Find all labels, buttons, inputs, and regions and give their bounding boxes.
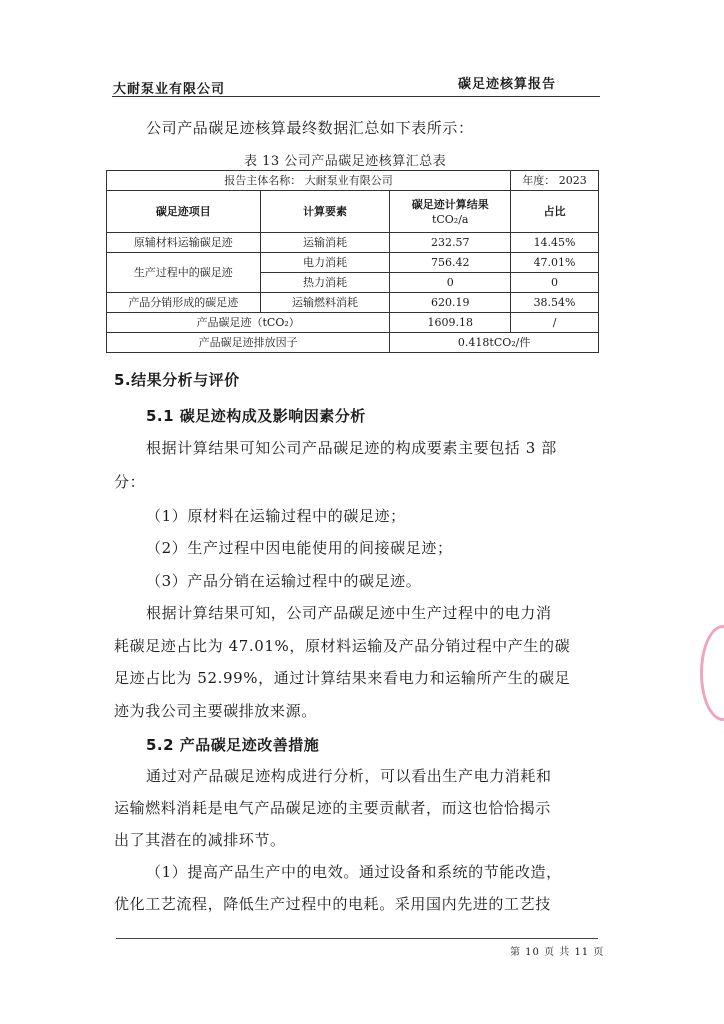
row-item: 生产过程中的碳足迹 bbox=[107, 253, 261, 293]
list-item: （2）生产过程中因电能使用的间接碳足迹； bbox=[146, 539, 453, 557]
paragraph-line: 根据计算结果可知，公司产品碳足迹中生产过程中的电力消 bbox=[146, 604, 552, 622]
table-row bbox=[107, 233, 599, 253]
table-header-row bbox=[107, 191, 599, 233]
header-divider bbox=[112, 96, 600, 97]
table-row bbox=[107, 253, 599, 273]
paragraph-line: （1）提高产品生产中的电效。通过设备和系统的节能改造， bbox=[146, 863, 562, 881]
paragraph-line: 耗碳足迹占比为 47.01%，原材料运输及产品分销过程中产生的碳 bbox=[114, 637, 571, 655]
row-value: 756.42 bbox=[390, 253, 511, 273]
total-share: / bbox=[511, 313, 599, 333]
paragraph-line: 迹为我公司主要碳排放来源。 bbox=[114, 702, 317, 720]
row-value: 232.57 bbox=[390, 233, 511, 253]
intro-text: 公司产品碳足迹核算最终数据汇总如下表所示： bbox=[146, 119, 474, 137]
list-item: （3）产品分销在运输过程中的碳足迹。 bbox=[146, 572, 422, 590]
paragraph-line: 优化工艺流程，降低生产过程中的电耗。采用国内先进的工艺技 bbox=[114, 895, 551, 913]
footer-divider bbox=[116, 938, 598, 939]
section-5-1-title: 5.1 碳足迹构成及影响因素分析 bbox=[146, 407, 366, 425]
seal-stamp-fragment bbox=[700, 625, 724, 721]
paragraph-line: 足迹占比为 52.99%，通过计算结果来看电力和运输所产生的碳足 bbox=[114, 669, 571, 687]
col-result-header bbox=[390, 191, 511, 233]
row-share: 14.45% bbox=[511, 233, 599, 253]
col-item-header: 碳足迹项目 bbox=[107, 191, 261, 233]
paragraph-line: 分： bbox=[114, 473, 146, 491]
row-element: 运输消耗 bbox=[260, 233, 390, 253]
total-label: 产品碳足迹（tCO₂） bbox=[107, 313, 390, 333]
table-row bbox=[107, 313, 599, 333]
table-year: 年度： 2023 bbox=[511, 171, 599, 191]
row-share: 38.54% bbox=[511, 293, 599, 313]
paragraph-line: 通过对产品碳足迹构成进行分析，可以看出生产电力消耗和 bbox=[146, 767, 552, 785]
row-value: 0 bbox=[390, 273, 511, 293]
col-share-header: 占比 bbox=[511, 191, 599, 233]
row-element: 运输燃料消耗 bbox=[260, 293, 390, 313]
carbon-summary-table bbox=[106, 170, 599, 353]
row-element: 热力消耗 bbox=[260, 273, 390, 293]
col-result-unit: tCO₂/a bbox=[431, 212, 469, 226]
total-value: 1609.18 bbox=[390, 313, 511, 333]
section-5-2-title: 5.2 产品碳足迹改善措施 bbox=[146, 736, 320, 754]
table-row bbox=[107, 333, 599, 353]
list-item: （1）原材料在运输过程中的碳足迹； bbox=[146, 507, 406, 525]
paragraph-line: 根据计算结果可知公司产品碳足迹的构成要素主要包括 3 部 bbox=[146, 439, 557, 457]
paragraph-line: 出了其潜在的减排环节。 bbox=[114, 831, 286, 849]
paragraph-line: 运输燃料消耗是电气产品碳足迹的主要贡献者，而这也恰恰揭示 bbox=[114, 799, 551, 817]
table-row bbox=[107, 171, 599, 191]
row-share: 47.01% bbox=[511, 253, 599, 273]
table-row bbox=[107, 293, 599, 313]
page-number: 第 10 页 共 11 页 bbox=[510, 947, 605, 958]
table-subject: 报告主体名称： 大耐泵业有限公司 bbox=[107, 171, 511, 191]
header-report-title: 碳足迹核算报告 bbox=[458, 77, 557, 92]
row-item: 原辅材料运输碳足迹 bbox=[107, 233, 261, 253]
factor-value: 0.418tCO₂/件 bbox=[390, 333, 599, 353]
col-element-header: 计算要素 bbox=[260, 191, 390, 233]
row-item: 产品分销形成的碳足迹 bbox=[107, 293, 261, 313]
row-value: 620.19 bbox=[390, 293, 511, 313]
row-element: 电力消耗 bbox=[260, 253, 390, 273]
section-5-title: 5.结果分析与评价 bbox=[114, 371, 240, 389]
header-company: 大耐泵业有限公司 bbox=[113, 82, 226, 97]
row-share: 0 bbox=[511, 273, 599, 293]
table-caption: 表 13 公司产品碳足迹核算汇总表 bbox=[244, 154, 447, 169]
factor-label: 产品碳足迹排放因子 bbox=[107, 333, 390, 353]
col-result-label: 碳足迹计算结果 bbox=[411, 197, 489, 211]
